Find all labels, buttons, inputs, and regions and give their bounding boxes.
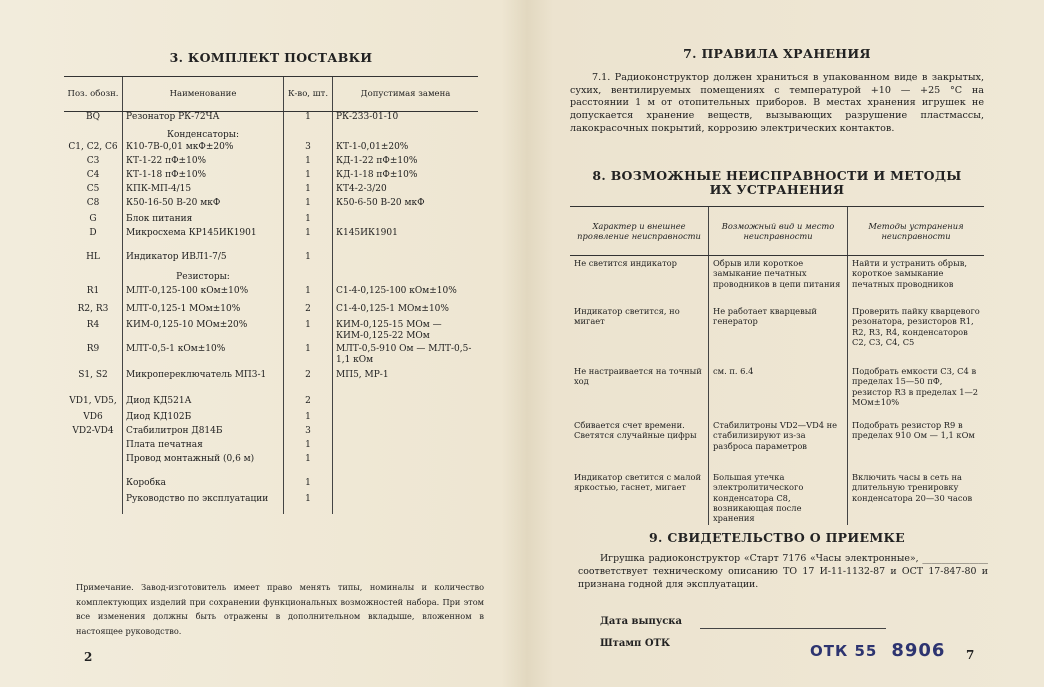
cell-name: Диод КД521А (123, 396, 284, 412)
section7-title: 7. ПРАВИЛА ХРАНЕНИЯ (683, 46, 871, 61)
table-row (570, 256, 984, 305)
cell-name: Блок питания (123, 214, 284, 228)
cell-replacement (333, 412, 479, 426)
cell-replacement (333, 252, 479, 272)
table-row (64, 184, 478, 198)
cell-replacement (333, 426, 479, 440)
cell-quantity: 1 (284, 440, 333, 454)
section8-title-line1: 8. ВОЗМОЖНЫЕ НЕИСПРАВНОСТИ И МЕТОДЫ (592, 168, 962, 183)
cell-name: Микропереключатель МП3-1 (123, 370, 284, 396)
cell-symptom: Индикатор светится с малой яркостью, гаснет, мигает (574, 472, 702, 493)
section9-text: Игрушка радиоконструктор «Старт 7176 «Часы электронные», ______________ соответствует техническому описанию ТО 17 И-11-1132-87 и ОСТ 17-847-80 и признана годной для эксплуатации. (578, 553, 988, 590)
section8-title-line2: ИХ УСТРАНЕНИЯ (709, 182, 845, 197)
table-row (64, 454, 478, 478)
cell-replacement (333, 478, 479, 494)
table-row (64, 370, 478, 396)
table-row (64, 286, 478, 304)
cell-replacement (333, 454, 479, 478)
cell-name: МЛТ-0,125-100 кОм±10% (123, 286, 284, 304)
table-row (64, 156, 478, 170)
cell-quantity: 1 (284, 112, 333, 131)
cell-replacement: МЛТ-0,5-910 Ом — МЛТ-0,5-1,1 кОм (333, 344, 479, 370)
cell-quantity: 1 (284, 228, 333, 252)
cell-quantity: 3 (284, 426, 333, 440)
table-row (570, 364, 984, 418)
cell-name: КПК-МП-4/15 (123, 184, 284, 198)
cell-position (64, 478, 123, 494)
cell-cause: Не работает кварцевый генератор (709, 304, 848, 364)
table-row (64, 198, 478, 214)
table-row (64, 494, 478, 514)
cell-replacement (333, 440, 479, 454)
cell-replacement (333, 130, 479, 142)
cell-replacement: КТ-1-0,01±20% (333, 142, 479, 156)
cell-replacement: КТ4-2-3/20 (333, 184, 479, 198)
cell-remedy: Подобрать резистор R9 в пределах 910 Ом — 1,1 кОм (848, 418, 985, 470)
col-header-symptom: Характер и внешнее проявление неисправности (570, 207, 709, 256)
table-row (64, 252, 478, 272)
table-row (64, 228, 478, 252)
cell-replacement: С1-4-0,125-1 МОм±10% (333, 304, 479, 320)
cell-name: Плата печатная (123, 440, 284, 454)
cell-quantity: 1 (284, 412, 333, 426)
cell-remedy: Включить часы в сеть на длительную тренировку конденсатора 20—30 часов (848, 470, 985, 525)
cell-name: Коробка (123, 478, 284, 494)
cell-quantity: 2 (284, 304, 333, 320)
col-header-position: Поз. обозн. (64, 77, 123, 112)
left-page (0, 0, 520, 687)
cell-position: VD2-VD4 (72, 426, 114, 436)
cell-name: МЛТ-0,125-1 МОм±10% (123, 304, 284, 320)
cell-position: D (89, 228, 97, 238)
col-header-replacement: Допустимая замена (333, 77, 479, 112)
cell-name: МЛТ-0,5-1 кОм±10% (123, 344, 284, 370)
cell-replacement: РК-233-01-10 (333, 112, 479, 131)
cell-name: Резисторы: (123, 272, 284, 286)
cell-replacement (333, 494, 479, 514)
cell-name: К10-7В-0,01 мкФ±20% (123, 142, 284, 156)
cell-symptom: Сбивается счет времени. Светятся случайные цифры (574, 420, 697, 441)
cell-cause: Большая утечка электролитического конденсатора С8, возникающая после хранения (709, 470, 848, 525)
note-paragraph: Примечание. Завод-изготовитель имеет право менять типы, номиналы и количество комплектующих изделий при сохранении функциональных возможностей набора. При этом все изменения должны быть отражены в дополнительном вкладыше, вложенном в настоящее руководство. (76, 582, 484, 636)
table-row (570, 418, 984, 470)
cell-remedy: Проверить пайку кварцевого резонатора, резисторов R1, R2, R3, R4, конденсаторов C2, C3, C4, C5 (848, 304, 985, 364)
cell-name: Индикатор ИВЛ1-7/5 (123, 252, 284, 272)
cell-quantity (284, 272, 333, 286)
cell-quantity: 1 (284, 184, 333, 198)
cell-name: Стабилитрон Д814Б (123, 426, 284, 440)
cell-position: G (89, 214, 97, 224)
table-row (64, 142, 478, 156)
cell-position (64, 454, 123, 478)
cell-replacement (333, 214, 479, 228)
cell-quantity: 1 (284, 170, 333, 184)
cell-position: R4 (86, 320, 100, 330)
table-row (64, 170, 478, 184)
cell-position: VD1, VD5, (69, 396, 117, 406)
cell-name: Диод КД102Б (123, 412, 284, 426)
cell-quantity: 1 (284, 156, 333, 170)
cell-cause: Стабилитроны VD2—VD4 не стабилизируют из-за разброса параметров (709, 418, 848, 470)
table-row (64, 214, 478, 228)
cell-replacement: К145ИК1901 (333, 228, 479, 252)
table-row (64, 440, 478, 454)
cell-quantity: 1 (284, 198, 333, 214)
cell-name: Резонатор РК-72ЧА (123, 112, 284, 131)
section3-title: 3. КОМПЛЕКТ ПОСТАВКИ (169, 50, 373, 65)
cell-quantity: 3 (284, 142, 333, 156)
section7-text: 7.1. Радиоконструктор должен храниться в упакованном виде в закрытых, сухих, вентилируемых помещениях с температурой +10 — +25 °С на расстоянии 1 м от отопительных приборов. В местах хранения игрушек не допускается хранение веществ, вызывающих разрушение пластмассы, лакокрасочных покрытий, коррозию электрических контактов. (570, 72, 984, 134)
otk-stamp-number: 8906 (891, 640, 946, 661)
cell-replacement (333, 272, 479, 286)
cell-quantity (284, 130, 333, 142)
col-header-quantity: К-во, шт. (284, 77, 333, 112)
table-row (64, 130, 478, 142)
cell-position (64, 130, 123, 142)
section9-title: 9. СВИДЕТЕЛЬСТВО О ПРИЕМКЕ (649, 530, 905, 545)
cell-position: C3 (86, 156, 100, 166)
faults-table (570, 206, 984, 525)
cell-quantity: 2 (284, 370, 333, 396)
table-row (64, 426, 478, 440)
supply-set-table-body (64, 112, 478, 515)
cell-position: C1, C2, C6 (68, 142, 118, 152)
page-number-left: 2 (84, 650, 93, 664)
page-number-right: 7 (966, 648, 975, 662)
cell-remedy: Подобрать емкости С3, С4 в пределах 15—50 пФ, резистор R3 в пределах 1—2 МОм±10% (848, 364, 985, 418)
cell-replacement: КД-1-18 пФ±10% (333, 170, 479, 184)
table-row (64, 344, 478, 370)
cell-position: HL (86, 252, 100, 262)
cell-position: C4 (86, 170, 100, 180)
cell-position: VD6 (83, 412, 103, 422)
cell-replacement (333, 396, 479, 412)
cell-name: Руководство по эксплуатации (123, 494, 284, 514)
cell-quantity: 1 (284, 214, 333, 228)
table-row (64, 304, 478, 320)
cell-quantity: 1 (284, 252, 333, 272)
table-row (570, 470, 984, 525)
cell-quantity: 1 (284, 454, 333, 478)
cell-symptom: Не светится индикатор (574, 258, 677, 268)
table-row (64, 478, 478, 494)
cell-position: C8 (86, 198, 100, 208)
table-row (64, 112, 478, 131)
release-date-label: Дата выпуска (600, 616, 683, 627)
cell-name: К50-16-50 В-20 мкФ (123, 198, 284, 214)
col-header-cause: Возможный вид и место неисправности (709, 207, 848, 256)
cell-name: КТ-1-18 пФ±10% (123, 170, 284, 184)
table-row (64, 320, 478, 344)
cell-name: КИМ-0,125-10 МОм±20% (123, 320, 284, 344)
cell-position (64, 272, 123, 286)
cell-quantity: 2 (284, 396, 333, 412)
cell-replacement: КД-1-22 пФ±10% (333, 156, 479, 170)
release-date-line (700, 628, 886, 629)
cell-replacement: МП5, МР-1 (333, 370, 479, 396)
cell-position (64, 440, 123, 454)
table-row (64, 412, 478, 426)
supply-set-table (64, 76, 478, 514)
cell-name: Микросхема КР145ИК1901 (123, 228, 284, 252)
otk-stamp (810, 640, 945, 661)
cell-position: R9 (86, 344, 100, 354)
cell-replacement: К50-6-50 В-20 мкФ (333, 198, 479, 214)
table-row (64, 396, 478, 412)
cell-position: R2, R3 (77, 304, 109, 314)
cell-replacement: КИМ-0,125-15 МОм — КИМ-0,125-22 МОм (333, 320, 479, 344)
cell-position: R1 (86, 286, 100, 296)
cell-symptom: Индикатор светится, но мигает (574, 306, 680, 327)
cell-name: Провод монтажный (0,6 м) (123, 454, 284, 478)
table-row (64, 272, 478, 286)
cell-name: Конденсаторы: (123, 130, 284, 142)
cell-cause: см. п. 6.4 (709, 364, 848, 418)
cell-position: C5 (86, 184, 100, 194)
cell-position (64, 494, 123, 514)
cell-quantity: 1 (284, 344, 333, 370)
cell-symptom: Не настраивается на точный ход (574, 366, 702, 387)
cell-remedy: Найти и устранить обрыв, короткое замыкание печатных проводников (848, 256, 985, 305)
col-header-name: Наименование (123, 77, 284, 112)
otk-stamp-label: Штамп ОТК (600, 638, 671, 649)
otk-stamp-text: ОТК 55 (810, 642, 878, 660)
cell-position: S1, S2 (78, 370, 108, 380)
cell-cause: Обрыв или короткое замыкание печатных проводников в цепи питания (709, 256, 848, 305)
cell-name: КТ-1-22 пФ±10% (123, 156, 284, 170)
table-row (570, 304, 984, 364)
col-header-remedy: Методы устранения неисправности (848, 207, 985, 256)
cell-quantity: 1 (284, 478, 333, 494)
cell-quantity: 1 (284, 494, 333, 514)
cell-quantity: 1 (284, 320, 333, 344)
cell-quantity: 1 (284, 286, 333, 304)
cell-position: BQ (86, 112, 100, 122)
faults-table-body (570, 256, 984, 526)
cell-replacement: С1-4-0,125-100 кОм±10% (333, 286, 479, 304)
